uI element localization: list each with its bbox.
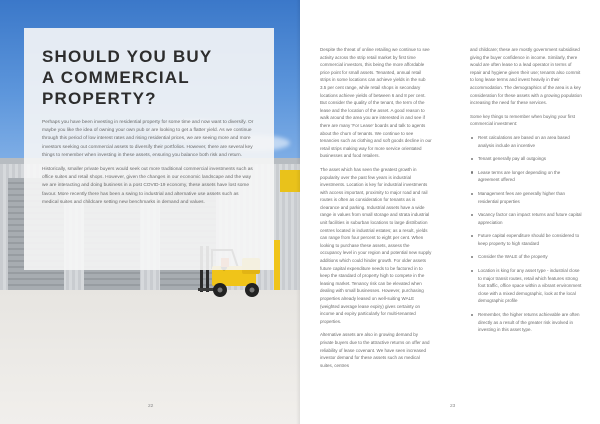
right-page bbox=[300, 0, 600, 424]
intro-paragraph: Perhaps you have been investing in residential property for some time and now want to diversify. Or maybe you like the idea of owning your own pub or are looking to get a flatter yield. As we continue through this period of low interest rates and rising residential prices, we are seeing more and more investors seeking out commercial assets to diversify their portfolios. However, there are several key things to remember when investing in these assets, ensuring you balance both risk and return. bbox=[42, 120, 254, 158]
key-points-list bbox=[470, 134, 582, 334]
page-number: 23 bbox=[450, 404, 456, 409]
article-intro-box bbox=[24, 28, 274, 270]
list-item: Management fees are generally higher than residential properties bbox=[470, 190, 582, 205]
list-item: Location is king for any asset type - industrial close to major transit routes, retail which features strong foot traffic, office space within a vibrant environment close with a mixed demographic, look at the local demographic profile bbox=[470, 267, 582, 305]
list-item: Consider the WALE of the property bbox=[470, 253, 582, 261]
list-item: Remember, the higher returns achievable are often directly as a result of the greater risk involved in investing in this asset type. bbox=[470, 311, 582, 334]
headline: SHOULD YOU BUY A COMMERCIAL PROPERTY? bbox=[42, 47, 213, 108]
body-paragraph: Alternative assets are also in growing demand by private buyers due to the attractive returns on offer and reliability of lease covenant. We have seen increased investor demand for these assets such as medical suites, centres bbox=[320, 332, 430, 368]
body-paragraph: The asset which has seen the greatest growth in popularity over the past few years is industrial investments. Location is key for industrial investments with access important, proximity to major road and rail routes is often as consideration for tenants as is clearance and parking. Industrial assets have a wide range in values from small storage and strata industrial unit facilities in suburban locations to large distribution centres located in industrial estates; as a result, yields can range from four percent to eight per cent. When looking to purchase these assets, assess the occupancy level in your region and potential new supply additions which could hinder growth. For older assets future capital expenditure needs to be factored in to keep the standard of property high to compete in the leasing market. Tenancy risk can be elevated when dealing with small businesses. However, purchasing properties already leased on well-suiting WALE (weighted average lease expiry) gives certainty on income and expiry particularly for multi-tenanted properties. bbox=[320, 166, 432, 324]
page-number: 22 bbox=[148, 404, 154, 409]
list-item: Future capital expenditure should be considered to keep property to high standard bbox=[470, 232, 582, 247]
intro-paragraph: Historically, smaller private buyers would seek out more traditional commercial investments such as office suites and retail shops. However, given the changes in our economic landscape and the way we are interacting and doing business in a post COVID-19 economy, these assets have lost some favour. More recently there has been a swing to industrial and alternative use assets such as medical suites and childcare setting new benchmarks in demand and values. bbox=[42, 167, 253, 205]
list-item: Lease terms are longer depending on the agreement offered bbox=[470, 169, 582, 184]
body-paragraph: Despite the threat of online retailing we continue to see activity across the strip retail market by first time commercial investors, this being the more affordable price point for small assets. Tenanted, annual retail strips in some locations can achieve yields in the sub 3.5 per cent range, while retail shops in secondary locations achieve yields of between 6 and 8 per cent. But consider the quality of the tenant, the term of the lease and the location of the asset. A good reason to walk around the area you are interested in and see if there are many 'For Lease' boards and talk to agents about the churn of tenants. We continue to see tenancies such as clothing and soft goods decline in our retail strips making way for more service orientated businesses and food retailers. bbox=[320, 47, 432, 159]
list-item: Tenant generally pay all outgoings bbox=[470, 155, 582, 163]
body-paragraph: and childcare; these are mostly government subsidised giving the buyer confidence in income. Similarly, there would are often lease to a lead operator in terms of repair and hygiene given their use; tenants also commit to long lease terms and invest heavily in their accommodation. The demographics of the area is a key consideration for these assets with a growing population increasing the need for these services. bbox=[470, 47, 582, 106]
text-column-1 bbox=[320, 46, 432, 375]
list-item: Rent calculations are based on an area based analysis include an incentive bbox=[470, 134, 582, 149]
list-item: Vacancy factor can impact returns and future capital appreciation bbox=[470, 211, 582, 226]
body-paragraph: Some key things to remember when buying your first commercial investment: bbox=[470, 113, 576, 127]
text-column-2 bbox=[470, 46, 582, 340]
